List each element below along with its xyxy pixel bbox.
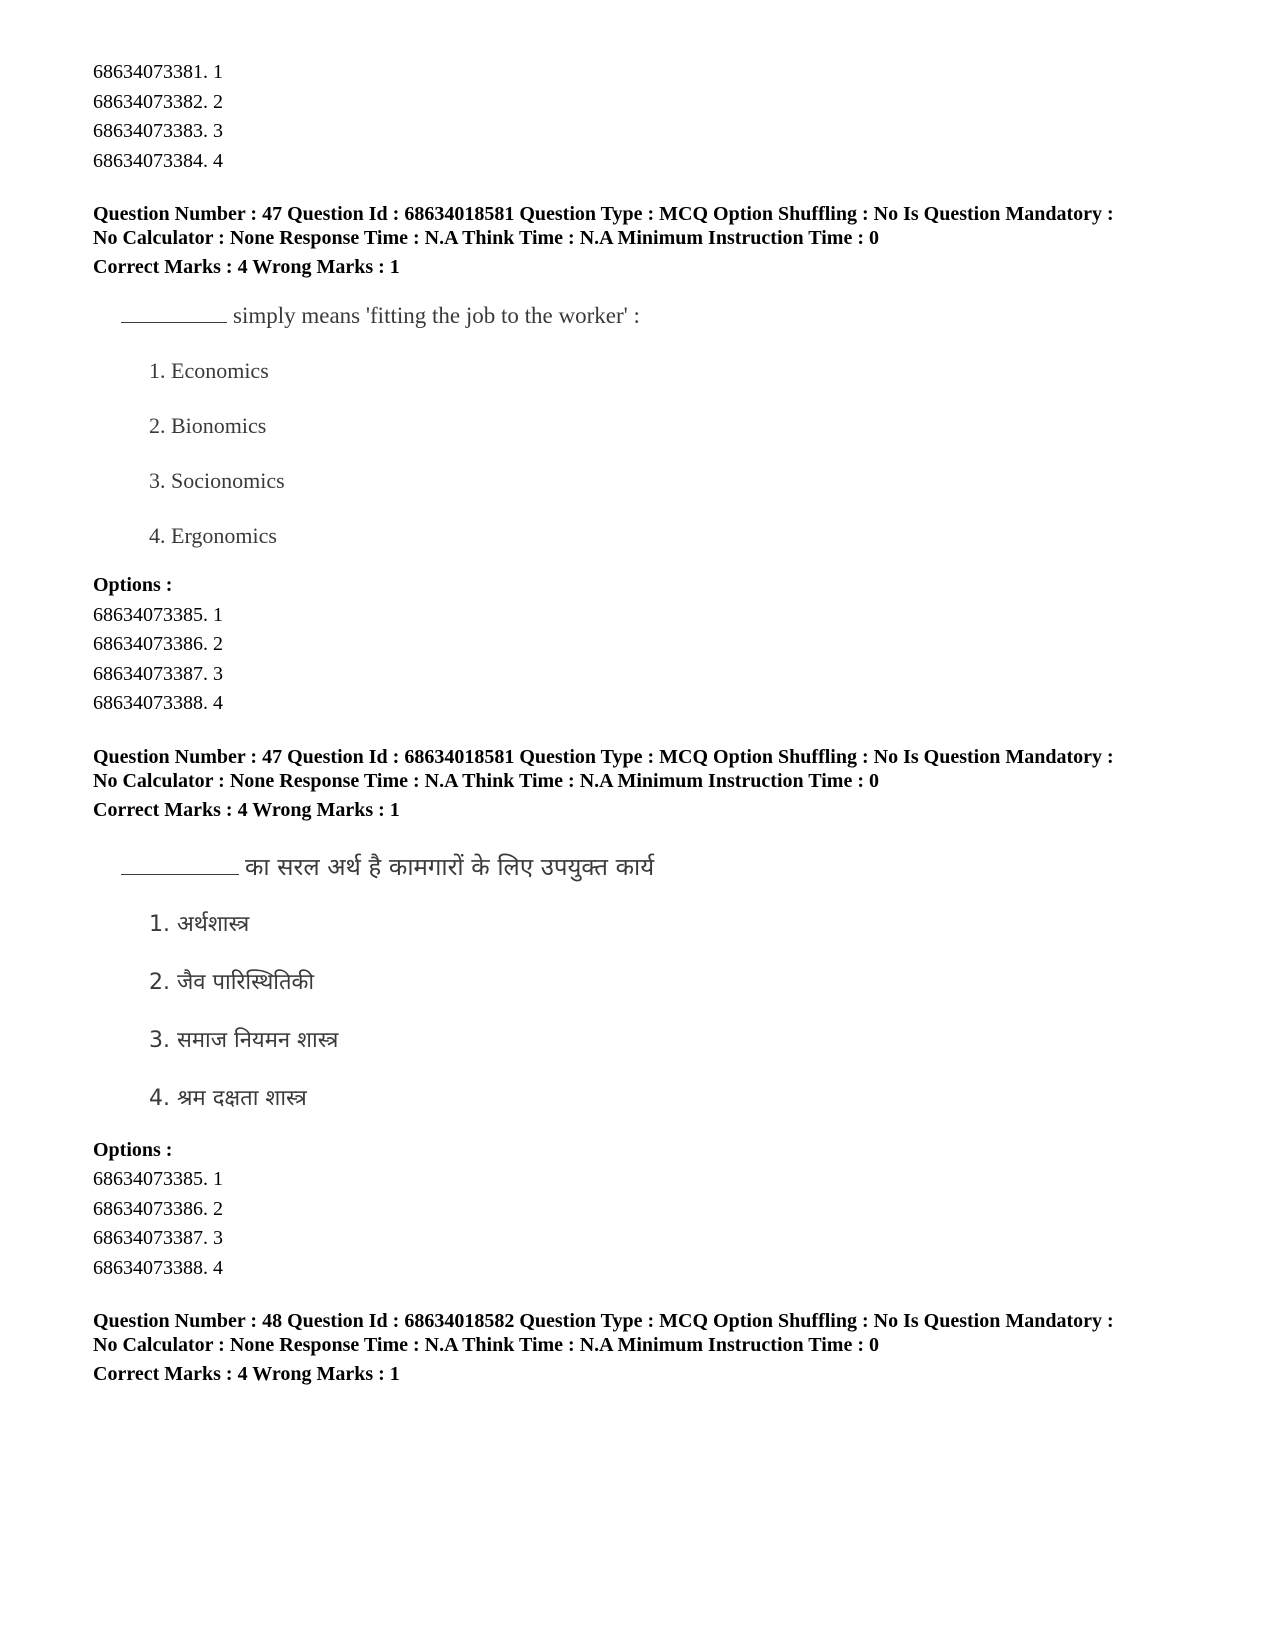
answer-choice: 2. Bionomics xyxy=(149,413,267,438)
answer-choice: 4. श्रम दक्षता शास्त्र xyxy=(149,1085,307,1111)
option-id-line: 68634073383. 3 xyxy=(93,120,223,142)
question-header-line2: No Calculator : None Response Time : N.A Think Time : N.A Minimum Instruction Time : 0 xyxy=(93,1334,879,1356)
option-id-line: 68634073387. 3 xyxy=(93,662,223,685)
option-id-line: 68634073385. 1 xyxy=(93,1168,223,1190)
options-label: Options : xyxy=(93,1138,173,1161)
option-id-line: 68634073386. 2 xyxy=(93,633,223,655)
answer-choice: 3. Socionomics xyxy=(149,468,285,493)
options-label: Options : xyxy=(93,574,173,596)
question-header-line1: Question Number : 47 Question Id : 68634018581 Question Type : MCQ Option Shuffling : No Is Question Mandatory : xyxy=(93,745,1114,768)
answer-choice: 3. समाज नियमन शास्त्र xyxy=(149,1027,339,1053)
question-block-47-english xyxy=(93,202,1213,719)
option-id-line: 68634073384. 4 xyxy=(93,149,223,172)
option-id-line: 68634073387. 3 xyxy=(93,1227,223,1249)
question-marks: Correct Marks : 4 Wrong Marks : 1 xyxy=(93,1363,400,1385)
question-stem xyxy=(121,850,1213,884)
question-stem-text: simply means 'fitting the job to the worker' : xyxy=(233,303,640,328)
answer-choice: 2. जैव पारिस्थितिकी xyxy=(149,969,315,995)
question-header-line1: Question Number : 48 Question Id : 68634018582 Question Type : MCQ Option Shuffling : No Is Question Mandatory : xyxy=(93,1310,1114,1332)
question-stem xyxy=(121,301,1213,331)
option-id-line: 68634073385. 1 xyxy=(93,603,223,626)
answer-blank xyxy=(121,322,227,323)
answer-choice: 1. Economics xyxy=(149,358,269,383)
answer-blank xyxy=(121,874,239,875)
question-block-47-hindi xyxy=(93,745,1213,1284)
question-header-line1: Question Number : 47 Question Id : 68634018581 Question Type : MCQ Option Shuffling : No Is Question Mandatory : xyxy=(93,203,1114,225)
question-header-line2: No Calculator : None Response Time : N.A Think Time : N.A Minimum Instruction Time : 0 xyxy=(93,769,879,792)
document-page xyxy=(93,58,1213,1386)
question-block-48 xyxy=(93,1309,1213,1386)
question-stem-text: का सरल अर्थ है कामगारों के लिए उपयुक्त कार्य xyxy=(245,852,655,881)
answer-choice: 4. Ergonomics xyxy=(149,523,277,548)
answer-choice: 1. अर्थशास्त्र xyxy=(149,911,250,937)
option-id-line: 68634073382. 2 xyxy=(93,90,223,113)
option-id-line: 68634073381. 1 xyxy=(93,61,223,83)
question-marks: Correct Marks : 4 Wrong Marks : 1 xyxy=(93,256,400,278)
option-id-line: 68634073388. 4 xyxy=(93,1256,223,1279)
question-marks: Correct Marks : 4 Wrong Marks : 1 xyxy=(93,798,400,821)
question-header-line2: No Calculator : None Response Time : N.A Think Time : N.A Minimum Instruction Time : 0 xyxy=(93,227,879,249)
option-id-line: 68634073386. 2 xyxy=(93,1197,223,1220)
previous-options-list xyxy=(93,58,1213,176)
option-id-line: 68634073388. 4 xyxy=(93,692,223,714)
